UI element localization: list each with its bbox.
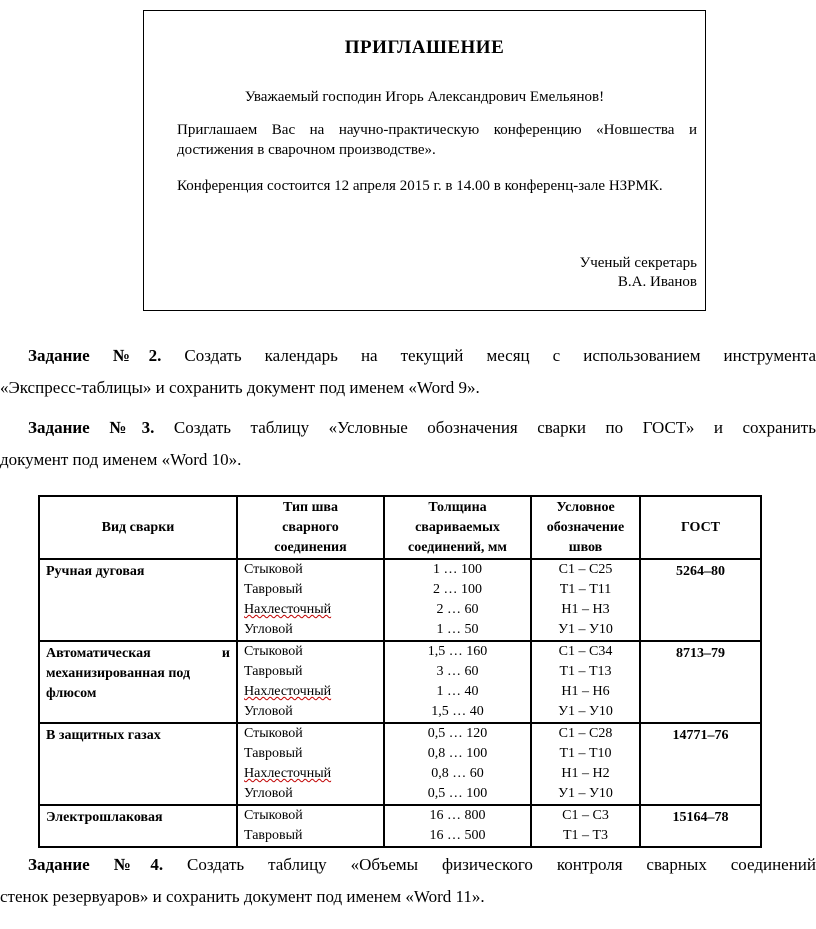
task-text-line2: «Экспресс-таблицы» и сохранить документ под именем «Word 9». bbox=[0, 378, 480, 397]
gost-cell: 8713–79 bbox=[640, 641, 761, 723]
designation-cell: С1 – С25 Т1 – Т11 Н1 – Н3 У1 – У10 bbox=[531, 559, 640, 641]
welding-type-cell: Электрошлаковая bbox=[39, 805, 237, 847]
header-seam-type: Тип шва сварного соединения bbox=[237, 496, 384, 559]
task-text-line1: Создать таблицу «Условные обозначения сварки по ГОСТ» и сохранить bbox=[173, 418, 816, 437]
table-header-row bbox=[39, 496, 761, 559]
invitation-paragraph-1: Приглашаем Вас на научно-практическую конференцию «Новшества и достижения в сварочном производстве». bbox=[177, 122, 697, 158]
seam-types-cell: Стыковой Тавровый Нахлесточный Угловой bbox=[237, 723, 384, 805]
header-thickness: Толщина свариваемых соединений, мм bbox=[384, 496, 531, 559]
task-3 bbox=[0, 412, 816, 476]
task-text-line1: Создать таблицу «Объемы физического контроля сварных соединений bbox=[187, 855, 816, 874]
task-text-line2: стенок резервуаров» и сохранить документ под именем «Word 11». bbox=[0, 887, 485, 906]
table-row bbox=[39, 805, 761, 847]
task-label: Задание №4. bbox=[28, 855, 164, 874]
thickness-cell: 0,5 … 120 0,8 … 100 0,8 … 60 0,5 … 100 bbox=[384, 723, 531, 805]
invitation-signature-role: Ученый секретарь bbox=[579, 255, 697, 271]
invitation-title: ПРИГЛАШЕНИЕ bbox=[344, 37, 505, 58]
header-designation: Условное обозначение швов bbox=[531, 496, 640, 559]
invitation-paragraph-2: Конференция состоится 12 апреля 2015 г. в 14.00 в конференц-зале НЗРМК. bbox=[177, 178, 663, 194]
header-welding-type: Вид сварки bbox=[39, 496, 237, 559]
seam-types-cell: Стыковой Тавровый Нахлесточный Угловой bbox=[237, 641, 384, 723]
thickness-cell: 1 … 100 2 … 100 2 … 60 1 … 50 bbox=[384, 559, 531, 641]
gost-cell: 5264–80 bbox=[640, 559, 761, 641]
task-label: Задание №3. bbox=[28, 418, 155, 437]
header-gost: ГОСТ bbox=[640, 496, 761, 559]
task-text-line1: Создать календарь на текущий месяц с использованием инструмента bbox=[184, 346, 816, 365]
seam-types-cell: Стыковой Тавровый Нахлесточный Угловой bbox=[237, 559, 384, 641]
gost-cell: 15164–78 bbox=[640, 805, 761, 847]
designation-cell: С1 – С3 Т1 – Т3 bbox=[531, 805, 640, 847]
welding-type-cell: Автоматическая и механизированная под флюсом bbox=[39, 641, 237, 723]
thickness-cell: 16 … 800 16 … 500 bbox=[384, 805, 531, 847]
table-row bbox=[39, 723, 761, 805]
thickness-cell: 1,5 … 160 3 … 60 1 … 40 1,5 … 40 bbox=[384, 641, 531, 723]
seam-types-cell: Стыковой Тавровый bbox=[237, 805, 384, 847]
table-row bbox=[39, 641, 761, 723]
invitation-greeting: Уважаемый господин Игорь Александрович Емельянов! bbox=[244, 89, 605, 105]
designation-cell: С1 – С34 Т1 – Т13 Н1 – Н6 У1 – У10 bbox=[531, 641, 640, 723]
task-text-line2: документ под именем «Word 10». bbox=[0, 450, 242, 469]
welding-type-cell: В защитных газах bbox=[39, 723, 237, 805]
task-4 bbox=[0, 849, 816, 913]
welding-type-cell: Ручная дуговая bbox=[39, 559, 237, 641]
welding-gost-table bbox=[38, 495, 762, 848]
task-label: Задание №2. bbox=[28, 346, 162, 365]
designation-cell: С1 – С28 Т1 – Т10 Н1 – Н2 У1 – У10 bbox=[531, 723, 640, 805]
gost-cell: 14771–76 bbox=[640, 723, 761, 805]
table-row bbox=[39, 559, 761, 641]
task-2 bbox=[0, 340, 816, 404]
invitation-signature-name: В.А. Иванов bbox=[617, 274, 697, 290]
invitation-box bbox=[143, 10, 706, 311]
